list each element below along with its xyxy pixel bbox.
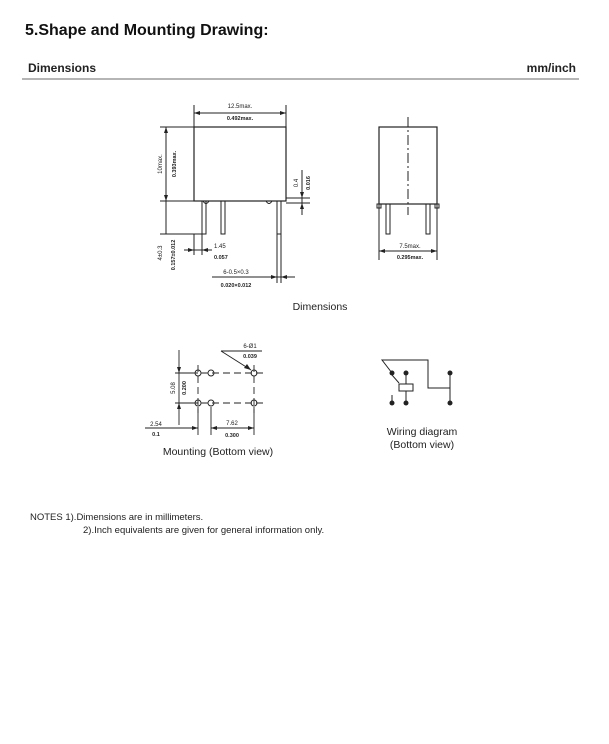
header-divider	[22, 78, 579, 80]
col-pitch-mm-label: 2.54	[150, 422, 162, 428]
hole-in-label: 0.039	[243, 354, 257, 360]
mounting-caption: Mounting (Bottom view)	[162, 446, 274, 458]
section-title: 5.Shape and Mounting Drawing:	[25, 22, 269, 39]
wiring-caption	[372, 426, 472, 452]
col-pitch-in-label: 0.1	[152, 432, 160, 438]
depth-in-label: 0.295max.	[396, 255, 424, 261]
pin-offset-mm-label: 1.45	[214, 244, 226, 250]
subheader-dimensions: Dimensions	[28, 61, 97, 75]
width-in-label: 0.492max.	[226, 116, 254, 122]
note-1: NOTES 1).Dimensions are in millimeters.	[30, 512, 204, 523]
wiring-diagram	[370, 350, 470, 420]
mounting-drawing	[140, 335, 290, 445]
front-view-drawing	[150, 95, 320, 295]
dimensions-caption: Dimensions	[292, 301, 348, 313]
hole-mm-label: 6-Ø1	[243, 344, 257, 350]
notes	[30, 511, 324, 537]
height-mm-label: 10max.	[158, 154, 164, 174]
row-pitch-mm-label: 5.08	[171, 382, 177, 394]
pin-length-mm-label: 4±0.3	[158, 245, 164, 261]
standoff-in-label: 0.016	[306, 176, 312, 190]
height-in-label: 0.393max.	[172, 150, 178, 178]
note-2: 2).Inch equivalents are given for general information only.	[83, 525, 325, 536]
span-mm-label: 7.62	[226, 421, 238, 427]
wiring-caption-line1: Wiring diagram	[386, 426, 458, 438]
span-in-label: 0.300	[225, 433, 239, 439]
subheader-units: mm/inch	[526, 61, 576, 75]
row-pitch-in-label: 0.200	[182, 381, 188, 395]
pin-offset-in-label: 0.057	[214, 255, 228, 261]
pin-size-in-label: 0.020×0.012	[220, 283, 252, 289]
depth-mm-label: 7.5max.	[399, 244, 421, 250]
standoff-mm-label: 0.4	[294, 178, 300, 188]
wiring-caption-line2: (Bottom view)	[389, 439, 455, 451]
pin-length-in-label: 0.157±0.012	[171, 239, 177, 271]
width-mm-label: 12.5max.	[227, 104, 253, 110]
side-view-drawing	[365, 115, 455, 270]
pin-size-mm-label: 6-0.5×0.3	[223, 270, 249, 276]
